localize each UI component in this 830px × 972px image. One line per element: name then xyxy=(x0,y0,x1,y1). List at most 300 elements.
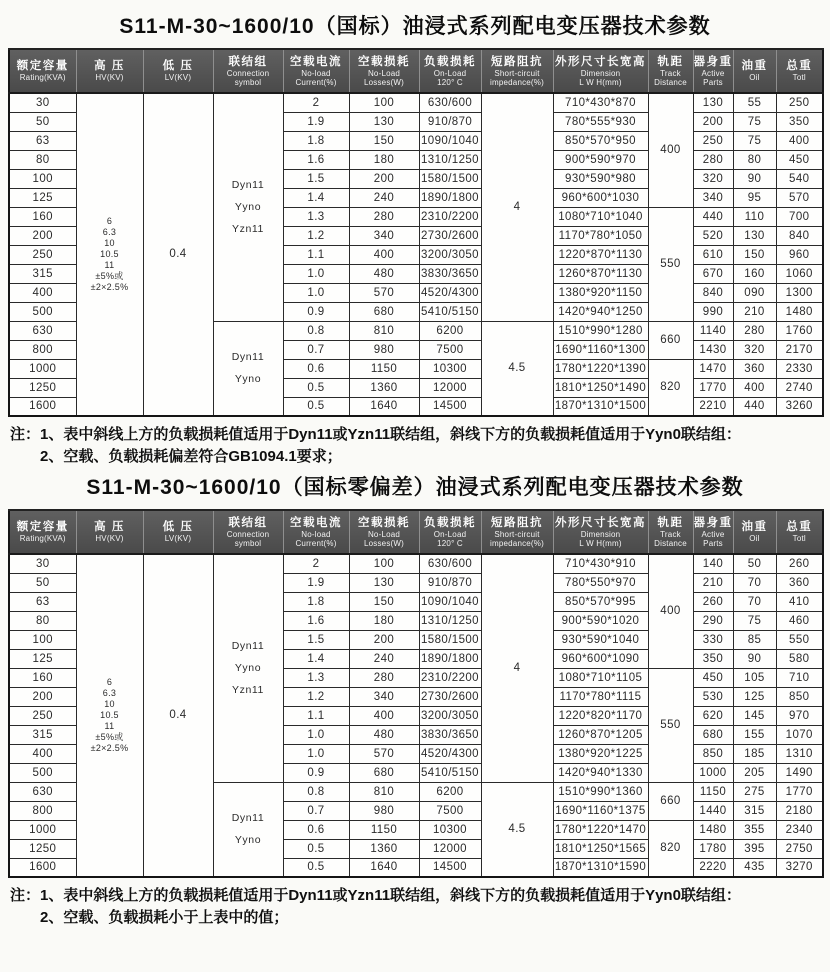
dimension-cell: 1080*710*1105 xyxy=(553,668,648,687)
no_load_losses-cell: 980 xyxy=(349,801,419,820)
header-label-zh: 高 压 xyxy=(94,60,125,73)
dimension-cell: 930*590*1040 xyxy=(553,630,648,649)
on_load_losses-cell: 2730/2600 xyxy=(419,687,481,706)
on_load_losses-cell: 12000 xyxy=(419,378,481,397)
total-cell: 2340 xyxy=(776,820,823,839)
hv-group-line: 6 xyxy=(106,216,113,226)
no_load_losses-cell: 130 xyxy=(349,573,419,592)
no_load_current-cell: 1.8 xyxy=(283,131,349,150)
on_load_losses-cell: 4520/4300 xyxy=(419,283,481,302)
header-label-zh: 器身重 xyxy=(693,516,733,529)
on_load_losses-cell: 910/870 xyxy=(419,112,481,131)
total-cell: 960 xyxy=(776,245,823,264)
active-cell: 250 xyxy=(693,131,733,150)
total-cell: 840 xyxy=(776,226,823,245)
header-label-zh: 油重 xyxy=(741,60,768,73)
on_load_losses-cell: 5410/5150 xyxy=(419,763,481,782)
oil-cell: 205 xyxy=(733,763,776,782)
rating-cell: 250 xyxy=(9,706,76,725)
active-cell: 350 xyxy=(693,649,733,668)
track-group-cell xyxy=(648,207,693,321)
header-label-en: Distance xyxy=(654,78,687,87)
active-cell: 530 xyxy=(693,687,733,706)
dimension-cell: 1080*710*1040 xyxy=(553,207,648,226)
header-label-zh: 油重 xyxy=(741,521,768,534)
rating-cell: 63 xyxy=(9,131,76,150)
no_load_losses-cell: 1150 xyxy=(349,359,419,378)
active-cell: 620 xyxy=(693,706,733,725)
table1-host xyxy=(8,48,822,417)
total-cell: 450 xyxy=(776,150,823,169)
on_load_losses-cell: 6200 xyxy=(419,782,481,801)
on_load_losses-cell: 3200/3050 xyxy=(419,706,481,725)
no_load_losses-cell: 980 xyxy=(349,340,419,359)
dimension-cell: 930*590*980 xyxy=(553,169,648,188)
on_load_losses-cell: 1090/1040 xyxy=(419,131,481,150)
oil-cell: 395 xyxy=(733,839,776,858)
header-label-en: Connection xyxy=(226,68,270,78)
header-label-zh: 高 压 xyxy=(94,521,125,534)
rating-cell: 100 xyxy=(9,169,76,188)
on_load_losses-cell: 630/600 xyxy=(419,93,481,112)
rating-cell: 30 xyxy=(9,93,76,112)
dimension-cell: 1510*990*1280 xyxy=(553,321,648,340)
active-cell: 290 xyxy=(693,611,733,630)
no_load_losses-cell: 100 xyxy=(349,93,419,112)
header-label-en: impedance(%) xyxy=(490,539,544,548)
header-label-zh: 短路阻抗 xyxy=(491,516,543,529)
no_load_losses-cell: 680 xyxy=(349,763,419,782)
header-label-en: Short-circuit xyxy=(494,529,540,539)
rating-cell: 800 xyxy=(9,801,76,820)
on_load_losses-cell: 1890/1800 xyxy=(419,649,481,668)
header-label-zh: 空载损耗 xyxy=(358,516,410,529)
oil-cell: 50 xyxy=(733,554,776,573)
no_load_losses-cell: 280 xyxy=(349,668,419,687)
header-label-zh: 总重 xyxy=(786,521,813,534)
oil-cell: 185 xyxy=(733,744,776,763)
on_load_losses-cell: 1890/1800 xyxy=(419,188,481,207)
no_load_losses-cell: 200 xyxy=(349,169,419,188)
table-row xyxy=(9,554,823,573)
header-label-zh: 总重 xyxy=(786,60,813,73)
no_load_current-cell: 0.6 xyxy=(283,359,349,378)
rating-cell: 315 xyxy=(9,725,76,744)
header-label-en: No-load xyxy=(301,68,331,78)
oil-cell: 315 xyxy=(733,801,776,820)
header-label-en: No-Load xyxy=(367,68,401,78)
col-header-oil xyxy=(733,49,776,93)
no_load_losses-cell: 100 xyxy=(349,554,419,573)
total-cell: 1770 xyxy=(776,782,823,801)
spec-table-1 xyxy=(8,48,824,417)
on_load_losses-cell: 7500 xyxy=(419,340,481,359)
rating-cell: 315 xyxy=(9,264,76,283)
lv-group-cell xyxy=(143,554,213,877)
track-group-line: 660 xyxy=(660,794,681,807)
track-group-cell xyxy=(648,93,693,207)
header-label-en: Active xyxy=(701,68,725,78)
on_load_losses-cell: 10300 xyxy=(419,359,481,378)
dimension-cell: 960*600*1030 xyxy=(553,188,648,207)
no_load_current-cell: 1.0 xyxy=(283,744,349,763)
connection-group-cell xyxy=(213,554,283,782)
on_load_losses-cell: 14500 xyxy=(419,858,481,877)
header-label-zh: 额定容量 xyxy=(16,521,69,534)
no_load_current-cell: 0.5 xyxy=(283,839,349,858)
rating-cell: 630 xyxy=(9,321,76,340)
oil-cell: 400 xyxy=(733,378,776,397)
dimension-cell: 1260*870*1130 xyxy=(553,264,648,283)
total-cell: 540 xyxy=(776,169,823,188)
hv-group-line: ±5%或 xyxy=(95,271,124,281)
track-group-cell xyxy=(648,321,693,359)
oil-cell: 435 xyxy=(733,858,776,877)
on_load_losses-cell: 10300 xyxy=(419,820,481,839)
track-group-line: 820 xyxy=(660,841,681,854)
on_load_losses-cell: 3830/3650 xyxy=(419,264,481,283)
no_load_losses-cell: 810 xyxy=(349,321,419,340)
connection-group-line: Yyno xyxy=(234,201,262,214)
total-cell: 570 xyxy=(776,188,823,207)
impedance-group-cell xyxy=(481,321,553,416)
table-section-1 xyxy=(8,10,822,467)
total-cell: 550 xyxy=(776,630,823,649)
no_load_losses-cell: 240 xyxy=(349,649,419,668)
total-cell: 460 xyxy=(776,611,823,630)
header-label-zh: 空载电流 xyxy=(290,516,342,529)
dimension-cell: 900*590*970 xyxy=(553,150,648,169)
rating-cell: 400 xyxy=(9,744,76,763)
header-label-zh: 外形尺寸长宽高 xyxy=(555,55,646,68)
header-label-zh: 轨距 xyxy=(657,55,684,68)
rating-cell: 100 xyxy=(9,630,76,649)
rating-cell: 800 xyxy=(9,340,76,359)
total-cell: 1760 xyxy=(776,321,823,340)
header-label-zh: 联结组 xyxy=(228,55,268,68)
oil-cell: 75 xyxy=(733,611,776,630)
dimension-cell: 850*570*950 xyxy=(553,131,648,150)
oil-cell: 360 xyxy=(733,359,776,378)
hv-group-cell xyxy=(76,93,143,416)
dimension-cell: 1420*940*1250 xyxy=(553,302,648,321)
active-cell: 990 xyxy=(693,302,733,321)
oil-cell: 150 xyxy=(733,245,776,264)
col-header-active xyxy=(693,510,733,554)
header-label-en: LV(KV) xyxy=(164,534,192,544)
dimension-cell: 1170*780*1115 xyxy=(553,687,648,706)
table2-title: S11-M-30~1600/10（国标零偏差）油浸式系列配电变压器技术参数 xyxy=(86,476,744,499)
total-cell: 350 xyxy=(776,112,823,131)
header-label-zh: 负载损耗 xyxy=(424,516,476,529)
header-label-zh: 短路阻抗 xyxy=(491,55,543,68)
no_load_losses-cell: 810 xyxy=(349,782,419,801)
dimension-cell: 1220*820*1170 xyxy=(553,706,648,725)
impedance-group-cell xyxy=(481,782,553,877)
lv-group-cell xyxy=(143,93,213,416)
total-cell: 970 xyxy=(776,706,823,725)
header-label-zh: 联结组 xyxy=(228,516,268,529)
on_load_losses-cell: 1090/1040 xyxy=(419,592,481,611)
header-label-en: On-Load xyxy=(433,68,467,78)
total-cell: 2750 xyxy=(776,839,823,858)
dimension-cell: 1810*1250*1565 xyxy=(553,839,648,858)
no_load_losses-cell: 1360 xyxy=(349,378,419,397)
active-cell: 840 xyxy=(693,283,733,302)
oil-cell: 75 xyxy=(733,112,776,131)
no_load_current-cell: 0.7 xyxy=(283,801,349,820)
header-label-en: impedance(%) xyxy=(490,78,544,87)
total-cell: 710 xyxy=(776,668,823,687)
active-cell: 2210 xyxy=(693,397,733,416)
col-header-total xyxy=(776,49,823,93)
connection-group-line: Yyno xyxy=(234,834,262,847)
on_load_losses-cell: 2730/2600 xyxy=(419,226,481,245)
col-header-active xyxy=(693,49,733,93)
on_load_losses-cell: 630/600 xyxy=(419,554,481,573)
total-cell: 580 xyxy=(776,649,823,668)
dimension-cell: 1870*1310*1500 xyxy=(553,397,648,416)
active-cell: 1150 xyxy=(693,782,733,801)
rating-cell: 125 xyxy=(9,649,76,668)
dimension-cell: 1810*1250*1490 xyxy=(553,378,648,397)
col-header-connection xyxy=(213,49,283,93)
impedance-group-line: 4.5 xyxy=(508,822,526,835)
oil-cell: 105 xyxy=(733,668,776,687)
track-group-cell xyxy=(648,820,693,877)
no_load_current-cell: 1.4 xyxy=(283,649,349,668)
no_load_losses-cell: 1640 xyxy=(349,397,419,416)
total-cell: 400 xyxy=(776,131,823,150)
rating-cell: 1250 xyxy=(9,839,76,858)
hv-group-line: 10.5 xyxy=(100,710,119,720)
header-label-en: Losses(W) xyxy=(363,539,405,548)
rating-cell: 500 xyxy=(9,763,76,782)
header-label-en: LV(KV) xyxy=(164,73,192,83)
connection-group-line: Dyn11 xyxy=(231,351,265,364)
no_load_current-cell: 1.1 xyxy=(283,706,349,725)
active-cell: 440 xyxy=(693,207,733,226)
table-section-2 xyxy=(8,471,822,928)
total-cell: 260 xyxy=(776,554,823,573)
rating-cell: 630 xyxy=(9,782,76,801)
no_load_losses-cell: 570 xyxy=(349,283,419,302)
header-label-en: Track xyxy=(660,529,681,539)
no_load_current-cell: 1.0 xyxy=(283,283,349,302)
active-cell: 1780 xyxy=(693,839,733,858)
header-label-en: 120° C xyxy=(437,539,463,548)
total-cell: 2180 xyxy=(776,801,823,820)
dimension-cell: 1220*870*1130 xyxy=(553,245,648,264)
oil-cell: 95 xyxy=(733,188,776,207)
header-label-en: symbol xyxy=(234,78,262,87)
col-header-connection xyxy=(213,510,283,554)
active-cell: 520 xyxy=(693,226,733,245)
no_load_losses-cell: 1360 xyxy=(349,839,419,858)
track-group-line: 550 xyxy=(660,257,681,270)
oil-cell: 145 xyxy=(733,706,776,725)
no_load_current-cell: 0.9 xyxy=(283,302,349,321)
active-cell: 140 xyxy=(693,554,733,573)
table2-host xyxy=(8,509,822,878)
on_load_losses-cell: 2310/2200 xyxy=(419,207,481,226)
no_load_losses-cell: 340 xyxy=(349,687,419,706)
rating-cell: 1250 xyxy=(9,378,76,397)
oil-cell: 210 xyxy=(733,302,776,321)
dimension-cell: 1780*1220*1390 xyxy=(553,359,648,378)
header-label-zh: 空载损耗 xyxy=(358,55,410,68)
on_load_losses-cell: 910/870 xyxy=(419,573,481,592)
total-cell: 2740 xyxy=(776,378,823,397)
oil-cell: 090 xyxy=(733,283,776,302)
track-group-line: 400 xyxy=(660,143,681,156)
hv-group-line: 6.3 xyxy=(102,688,117,698)
header-label-en: Track xyxy=(660,68,681,78)
rating-cell: 1000 xyxy=(9,820,76,839)
col-header-lv xyxy=(143,49,213,93)
col-header-impedance xyxy=(481,510,553,554)
dimension-cell: 1690*1160*1300 xyxy=(553,340,648,359)
total-cell: 850 xyxy=(776,687,823,706)
header-label-zh: 额定容量 xyxy=(16,60,69,73)
dimension-cell: 780*550*970 xyxy=(553,573,648,592)
rating-cell: 250 xyxy=(9,245,76,264)
no_load_current-cell: 1.3 xyxy=(283,207,349,226)
impedance-group-cell xyxy=(481,554,553,782)
oil-cell: 80 xyxy=(733,150,776,169)
no_load_current-cell: 1.2 xyxy=(283,687,349,706)
oil-cell: 70 xyxy=(733,592,776,611)
header-label-zh: 负载损耗 xyxy=(424,55,476,68)
rating-cell: 160 xyxy=(9,207,76,226)
oil-cell: 130 xyxy=(733,226,776,245)
impedance-group-cell xyxy=(481,93,553,321)
total-cell: 2330 xyxy=(776,359,823,378)
connection-group-cell xyxy=(213,321,283,416)
rating-cell: 160 xyxy=(9,668,76,687)
on_load_losses-cell: 5410/5150 xyxy=(419,302,481,321)
header-label-en: Losses(W) xyxy=(363,78,405,87)
hv-group-line: 10.5 xyxy=(100,249,119,259)
oil-cell: 155 xyxy=(733,725,776,744)
on_load_losses-cell: 3830/3650 xyxy=(419,725,481,744)
connection-group-line: Yzn11 xyxy=(232,684,264,697)
track-group-line: 820 xyxy=(660,380,681,393)
connection-group-line: Yyno xyxy=(234,373,262,386)
header-label-en: Rating(KVA) xyxy=(19,534,66,544)
no_load_current-cell: 1.9 xyxy=(283,573,349,592)
oil-cell: 70 xyxy=(733,573,776,592)
spec-table-2 xyxy=(8,509,824,878)
no_load_current-cell: 1.9 xyxy=(283,112,349,131)
header-row xyxy=(9,49,823,93)
on_load_losses-cell: 6200 xyxy=(419,321,481,340)
col-header-on_load_losses xyxy=(419,510,481,554)
hv-group-line: 6 xyxy=(106,677,113,687)
no_load_current-cell: 1.0 xyxy=(283,725,349,744)
header-label-en: symbol xyxy=(234,539,262,548)
col-header-lv xyxy=(143,510,213,554)
track-group-cell xyxy=(648,359,693,416)
total-cell: 1070 xyxy=(776,725,823,744)
dimension-cell: 1870*1310*1590 xyxy=(553,858,648,877)
connection-group-line: Dyn11 xyxy=(231,640,265,653)
no_load_current-cell: 1.4 xyxy=(283,188,349,207)
col-header-rating xyxy=(9,510,76,554)
hv-group-line: 11 xyxy=(104,260,115,270)
no_load_current-cell: 1.8 xyxy=(283,592,349,611)
col-header-total xyxy=(776,510,823,554)
header-label-en: Current(%) xyxy=(295,539,337,548)
track-group-cell xyxy=(648,554,693,668)
header-label-en: HV(KV) xyxy=(95,534,124,544)
oil-cell: 75 xyxy=(733,131,776,150)
col-header-track xyxy=(648,510,693,554)
no_load_losses-cell: 1150 xyxy=(349,820,419,839)
header-label-en: On-Load xyxy=(433,529,467,539)
header-label-en: Parts xyxy=(703,539,723,548)
oil-cell: 90 xyxy=(733,649,776,668)
on_load_losses-cell: 2310/2200 xyxy=(419,668,481,687)
dimension-cell: 1510*990*1360 xyxy=(553,782,648,801)
table2-notes xyxy=(10,885,822,928)
total-cell: 700 xyxy=(776,207,823,226)
connection-group-line: Yyno xyxy=(234,662,262,675)
oil-cell: 85 xyxy=(733,630,776,649)
note-line-2: 2、空载、负载损耗偏差符合GB1094.1要求； xyxy=(40,447,342,465)
no_load_current-cell: 0.7 xyxy=(283,340,349,359)
active-cell: 610 xyxy=(693,245,733,264)
lv-group-line: 0.4 xyxy=(169,709,187,721)
no_load_losses-cell: 150 xyxy=(349,592,419,611)
no_load_current-cell: 1.3 xyxy=(283,668,349,687)
active-cell: 1430 xyxy=(693,340,733,359)
active-cell: 670 xyxy=(693,264,733,283)
no_load_losses-cell: 340 xyxy=(349,226,419,245)
oil-cell: 55 xyxy=(733,93,776,112)
total-cell: 410 xyxy=(776,592,823,611)
rating-cell: 500 xyxy=(9,302,76,321)
oil-cell: 125 xyxy=(733,687,776,706)
hv-group-line: ±5%或 xyxy=(95,732,124,742)
dimension-cell: 710*430*870 xyxy=(553,93,648,112)
dimension-cell: 850*570*995 xyxy=(553,592,648,611)
on_load_losses-cell: 4520/4300 xyxy=(419,744,481,763)
header-label-zh: 低 压 xyxy=(162,521,194,534)
no_load_losses-cell: 180 xyxy=(349,150,419,169)
header-label-en: HV(KV) xyxy=(95,73,124,83)
header-row xyxy=(9,510,823,554)
rating-cell: 1600 xyxy=(9,397,76,416)
no_load_current-cell: 0.9 xyxy=(283,763,349,782)
col-header-hv xyxy=(76,510,143,554)
no_load_current-cell: 0.5 xyxy=(283,858,349,877)
no_load_current-cell: 0.5 xyxy=(283,378,349,397)
active-cell: 1140 xyxy=(693,321,733,340)
active-cell: 320 xyxy=(693,169,733,188)
rating-cell: 50 xyxy=(9,573,76,592)
dimension-cell: 960*600*1090 xyxy=(553,649,648,668)
dimension-cell: 1780*1220*1470 xyxy=(553,820,648,839)
oil-cell: 160 xyxy=(733,264,776,283)
no_load_losses-cell: 570 xyxy=(349,744,419,763)
col-header-track xyxy=(648,49,693,93)
header-label-en: No-Load xyxy=(367,529,401,539)
col-header-no_load_losses xyxy=(349,510,419,554)
connection-group-line: Dyn11 xyxy=(231,812,265,825)
oil-cell: 280 xyxy=(733,321,776,340)
total-cell: 3270 xyxy=(776,858,823,877)
